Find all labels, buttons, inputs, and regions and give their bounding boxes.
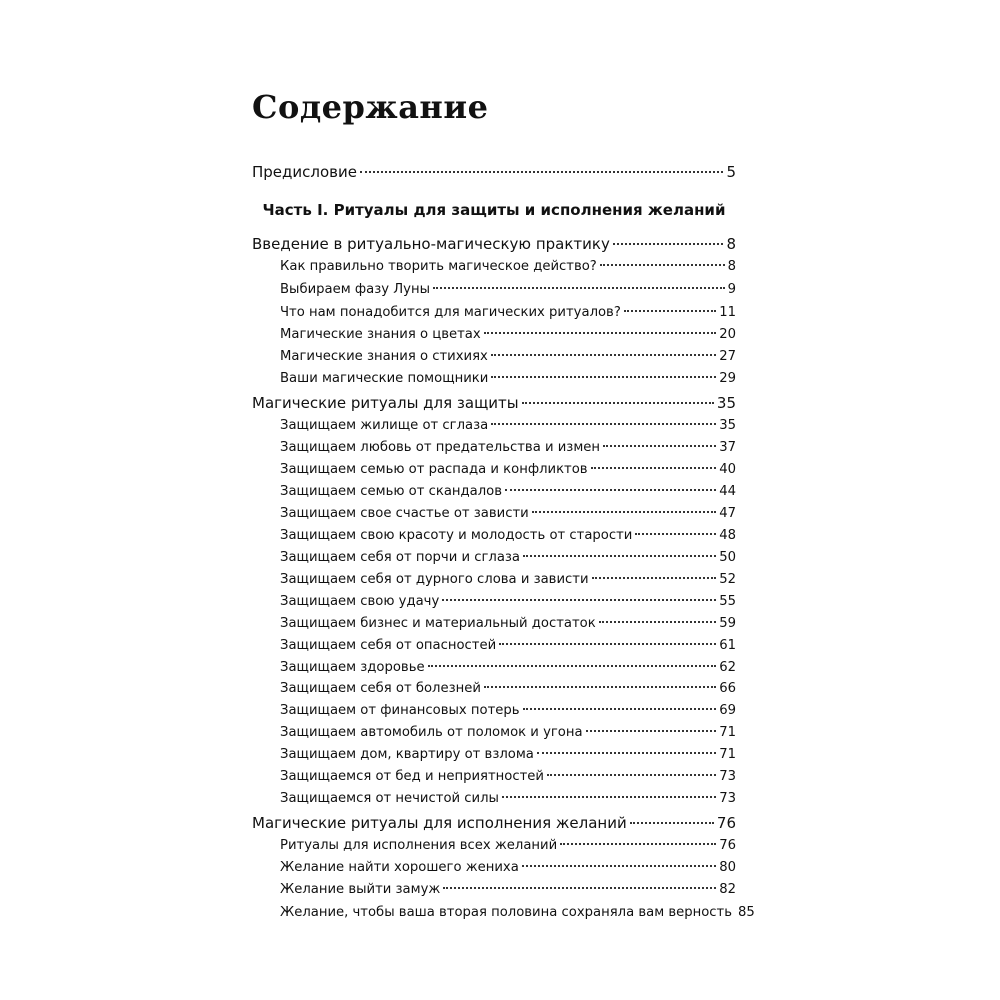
toc-entry[interactable] [280, 594, 736, 614]
toc-entry[interactable] [280, 882, 736, 902]
toc-entry[interactable] [280, 327, 736, 347]
toc-entry[interactable] [280, 418, 736, 438]
toc-section-entry[interactable] [252, 163, 736, 185]
toc-entry-label: Защищаем любовь от предательства и измен [280, 440, 601, 455]
toc-entry-label: Защищаем себя от дурного слова и зависти [280, 572, 589, 587]
toc-entry[interactable] [280, 791, 736, 811]
toc-entry-label: Защищаем от финансовых потерь [280, 703, 520, 718]
toc-entry[interactable] [280, 349, 736, 369]
toc-entry-label: Магические ритуалы для защиты [252, 394, 519, 412]
dot-leader [442, 599, 716, 601]
toc-entry-label: Защищаемся от бед и неприятностей [280, 769, 544, 784]
dot-leader [522, 402, 714, 404]
toc-entry[interactable] [280, 484, 736, 504]
toc-page-number: 59 [719, 616, 736, 631]
dot-leader [592, 577, 717, 579]
toc-page-number: 20 [719, 327, 736, 342]
toc-entry-label: Как правильно творить магическое действо? [280, 259, 597, 274]
dot-leader [491, 423, 716, 425]
dot-leader [499, 643, 716, 645]
toc-page-number: 27 [719, 349, 736, 364]
dot-leader [586, 730, 717, 732]
toc-entry[interactable] [280, 371, 736, 391]
toc-entry-label: Защищаем дом, квартиру от взлома [280, 747, 534, 762]
toc-page-number: 35 [719, 418, 736, 433]
toc-entry[interactable] [280, 838, 736, 858]
toc-entry[interactable] [280, 725, 736, 745]
toc-entry-label: Что нам понадобится для магических ритуалов? [280, 305, 621, 320]
dot-leader [484, 686, 716, 688]
toc-page-number: 73 [719, 791, 736, 806]
toc-page-number: 76 [719, 838, 736, 853]
toc-page-number: 66 [719, 681, 736, 696]
toc-entry-label: Защищаем себя от порчи и сглаза [280, 550, 521, 565]
toc-page-number: 52 [719, 572, 736, 587]
dot-leader [523, 708, 717, 710]
dot-leader [484, 332, 717, 334]
toc-entry-label: Ритуалы для исполнения всех желаний [280, 838, 558, 853]
toc-page-number: 5 [726, 163, 736, 181]
toc-page-number: 73 [719, 769, 736, 784]
toc-page-number: 69 [719, 703, 736, 718]
toc-page-number: 44 [719, 484, 736, 499]
toc-entry-label: Защищаемся от нечистой силы [280, 791, 499, 806]
toc-entry-label: Желание выйти замуж [280, 882, 441, 897]
toc-entry[interactable] [280, 660, 736, 680]
toc-entry-label: Магические ритуалы для исполнения желаний [252, 814, 627, 832]
toc-entry-label: Защищаем свое счастье от зависти [280, 506, 529, 521]
toc-entry-label: Защищаем здоровье [280, 660, 425, 675]
dot-leader [433, 287, 725, 289]
toc-section-entry[interactable] [252, 814, 736, 836]
dot-leader [491, 354, 716, 356]
toc-entry-label: Защищаем себя от болезней [280, 681, 481, 696]
dot-leader [599, 621, 717, 623]
dot-leader [547, 774, 716, 776]
toc-entry[interactable] [280, 528, 736, 548]
dot-leader [522, 865, 716, 867]
dot-leader [532, 511, 717, 513]
toc-entry[interactable] [280, 769, 736, 789]
toc-entry[interactable] [280, 282, 736, 302]
toc-entry-label: Защищаем свою красоту и молодость от старости [280, 528, 633, 543]
toc-entry-label: Магические знания о цветах [280, 327, 481, 342]
toc-entry-label: Магические знания о стихиях [280, 349, 488, 364]
toc-entry-label: Защищаем себя от опасностей [280, 638, 497, 653]
part-heading: Часть I. Ритуалы для защиты и исполнения желаний [262, 201, 726, 219]
toc-page-number: 9 [727, 282, 736, 297]
toc-entry[interactable] [280, 572, 736, 592]
toc-entry[interactable] [280, 259, 736, 279]
dot-leader [537, 752, 716, 754]
toc-page-number: 11 [719, 305, 736, 320]
dot-leader [600, 264, 725, 266]
toc-entry[interactable] [280, 905, 755, 925]
toc-entry-label: Защищаем бизнес и материальный достаток [280, 616, 596, 631]
dot-leader [603, 445, 716, 447]
dot-leader [591, 467, 717, 469]
toc-entry[interactable] [280, 638, 736, 658]
toc-entry-label: Ваши магические помощники [280, 371, 489, 386]
dot-leader [560, 843, 716, 845]
toc-entry-label: Защищаем жилище от сглаза [280, 418, 489, 433]
toc-page-number: 35 [716, 394, 736, 412]
toc-entry-label: Желание найти хорошего жениха [280, 860, 519, 875]
toc-entry[interactable] [280, 681, 736, 701]
toc-entry-label: Введение в ритуально-магическую практику [252, 235, 610, 253]
toc-entry[interactable] [280, 506, 736, 526]
toc-page-number: 85 [738, 905, 755, 920]
toc-entry[interactable] [280, 550, 736, 570]
toc-entry[interactable] [280, 440, 736, 460]
toc-entry[interactable] [280, 616, 736, 636]
toc-entry[interactable] [280, 860, 736, 880]
toc-entry-label: Предисловие [252, 163, 357, 181]
dot-leader [360, 171, 723, 173]
toc-page-number: 62 [719, 660, 736, 675]
toc-page-number: 48 [719, 528, 736, 543]
dot-leader [624, 310, 716, 312]
dot-leader [502, 796, 716, 798]
dot-leader [428, 665, 717, 667]
toc-page-number: 71 [719, 725, 736, 740]
toc-page-number: 8 [727, 259, 736, 274]
toc-entry[interactable] [280, 747, 736, 767]
toc-page-number: 71 [719, 747, 736, 762]
toc-entry-label: Защищаем семью от распада и конфликтов [280, 462, 588, 477]
toc-entry[interactable] [280, 462, 736, 482]
page-title: Содержание [252, 88, 489, 126]
toc-entry-label: Желание, чтобы ваша вторая половина сохраняла вам верность [280, 905, 732, 920]
toc-entry-label: Выбираем фазу Луны [280, 282, 430, 297]
dot-leader [635, 533, 716, 535]
dot-leader [523, 555, 716, 557]
dot-leader [630, 822, 714, 824]
toc-page-number: 8 [726, 235, 736, 253]
dot-leader [491, 376, 716, 378]
dot-leader [613, 243, 724, 245]
toc-section-entry[interactable] [252, 235, 736, 257]
toc-page-number: 40 [719, 462, 736, 477]
toc-entry-label: Защищаем свою удачу [280, 594, 440, 609]
dot-leader [505, 489, 716, 491]
toc-page-number: 80 [719, 860, 736, 875]
toc-page-number: 61 [719, 638, 736, 653]
toc-page-number: 50 [719, 550, 736, 565]
dot-leader [443, 887, 716, 889]
toc-page-number: 37 [719, 440, 736, 455]
toc-page-number: 82 [719, 882, 736, 897]
toc-page-number: 55 [719, 594, 736, 609]
toc-entry-label: Защищаем автомобиль от поломок и угона [280, 725, 583, 740]
toc-entry[interactable] [280, 305, 736, 325]
toc-entry-label: Защищаем семью от скандалов [280, 484, 502, 499]
toc-entry[interactable] [280, 703, 736, 723]
toc-page-number: 76 [716, 814, 736, 832]
toc-page-number: 29 [719, 371, 736, 386]
toc-section-entry[interactable] [252, 394, 736, 416]
toc-page-number: 47 [719, 506, 736, 521]
